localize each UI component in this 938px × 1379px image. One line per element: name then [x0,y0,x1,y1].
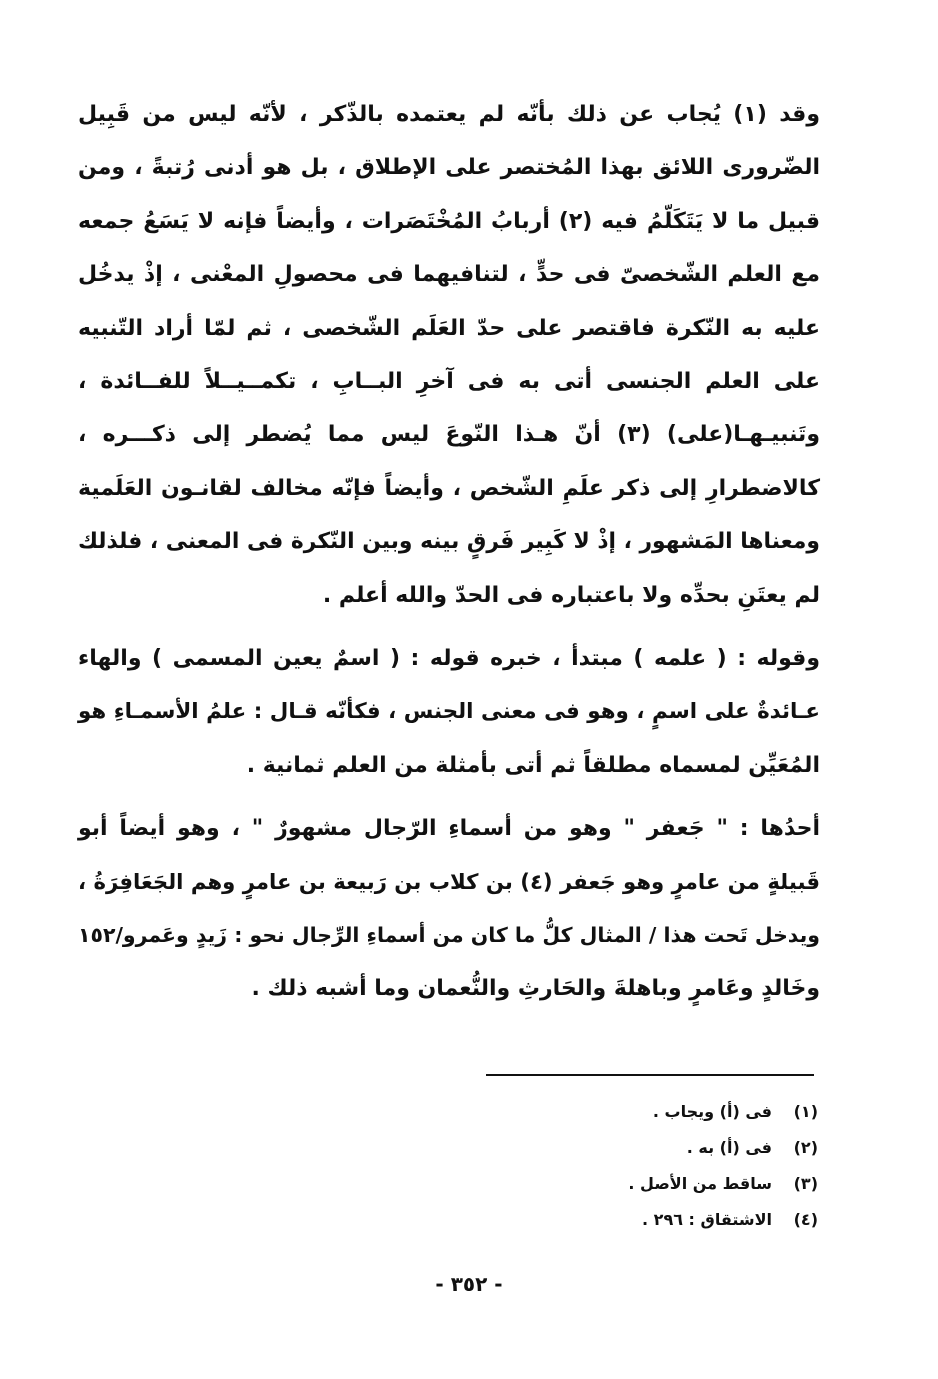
text-line: على العلم الجنسى أتى به فى آخرِ البــابِ ، تكمــيــلاً للفــائدة ، [78,368,820,394]
text-line: قَبيلةٍ من عامرٍ وهو جَعفر (٤) بن كلاب بن رَبيعة بن عامرٍ وهم الجَعَافِرَةُ ، [78,869,820,895]
footnote-item [418,1130,818,1166]
footnote-number: (١) [793,1102,818,1121]
text-line: الضّرورى اللائق بهذا المُختصر على الإطلاق ، بل هو أدنى رُتبةً ، ومن [78,155,820,181]
text-line: مع العلم الشّخصىّ فى حدٍّ ، لتنافيهما فى محصولِ المعْنى ، إذْ يدخُل [78,262,820,288]
page-number: - ٣٥٢ - [435,1272,503,1296]
text-line: المُعَيِّن لمسماه مطلقاً ثم أتى بأمثلة من العلم ثمانية . [246,752,820,778]
footnote-text: فى (أ) به . [686,1138,772,1157]
footnote-text: الاشتقاق : ٢٩٦ . [642,1210,772,1229]
footnote-separator [486,1074,814,1076]
paragraph-1 [78,88,820,622]
footnote-number: (٢) [793,1138,818,1157]
footnotes [418,1094,818,1238]
text-line: ومعناها المَشهور ، إذْ لا كَبِير فَرقٍ بينه وبين النّكرة فى المعنى ، فلذلك [78,529,820,555]
text-line: وخَالدٍ وعَامرٍ وباهلةَ والحَارثِ والنُّعمان وما أشبه ذلك . [251,976,820,1002]
text-line: وتَنبيـهـا(على) (٣) أنّ هـذا النّوعَ ليس مما يُضطر إلى ذكـــره ، [78,422,820,448]
footnote-item [418,1202,818,1238]
paragraph-3 [78,802,820,1016]
text-line: قبيل ما لا يَتَكَلّمُ فيه (٢) أربابُ المُخْتَصَرات ، وأيضاً فإنه لا يَسَعُ جمعه [78,208,820,234]
text-line: لم يعتَنِ بحدِّه ولا باعتباره فى الحدّ والله أعلم . [322,582,820,608]
footnote-number: (٣) [793,1174,818,1193]
footnote-text: ساقط من الأصل . [628,1174,772,1193]
footnote-item [418,1166,818,1202]
text-line: عليه به النّكرة فاقتصر على حدّ العَلَم الشّخصى ، ثم لمّا أراد التّنبيه [78,315,820,341]
footnote-number: (٤) [793,1210,818,1229]
text-line: وقوله : ( علمه ) مبتدأ ، خبره قوله : ( اسمٌ يعين المسمى ) والهاء [78,645,820,671]
footnote-item [418,1094,818,1130]
text-line: عـائدةٌ على اسمٍ ، وهو فى معنى الجنس ، فكأنّه قـال : علمُ الأسمـاءِ هو [78,699,820,725]
paragraph-2 [78,632,820,792]
footnote-text: فى (أ) ويجاب . [652,1102,772,1121]
text-line: ويدخل تَحت هذا / المثال كلُّ ما كان من أسماءِ الرِّجال نحو : زَيدٍ وعَمرو/١٥٢ [78,922,820,947]
text-line: وقد (١) يُجاب عن ذلك بأنّه لم يعتمده بالذّكر ، لأنّه ليس من قَبِيل [78,102,821,127]
text-line: كالاضطرارِ إلى ذكر علَمِ الشّخص ، وأيضاً فإنّه مخالف لقانـون العَلَمية [78,475,820,501]
main-text [78,88,820,1020]
text-line: أحدُها : " جَعفر " وهو من أسماءِ الرّجال مشهورٌ " ، وهو أيضاً أبو [78,816,820,842]
